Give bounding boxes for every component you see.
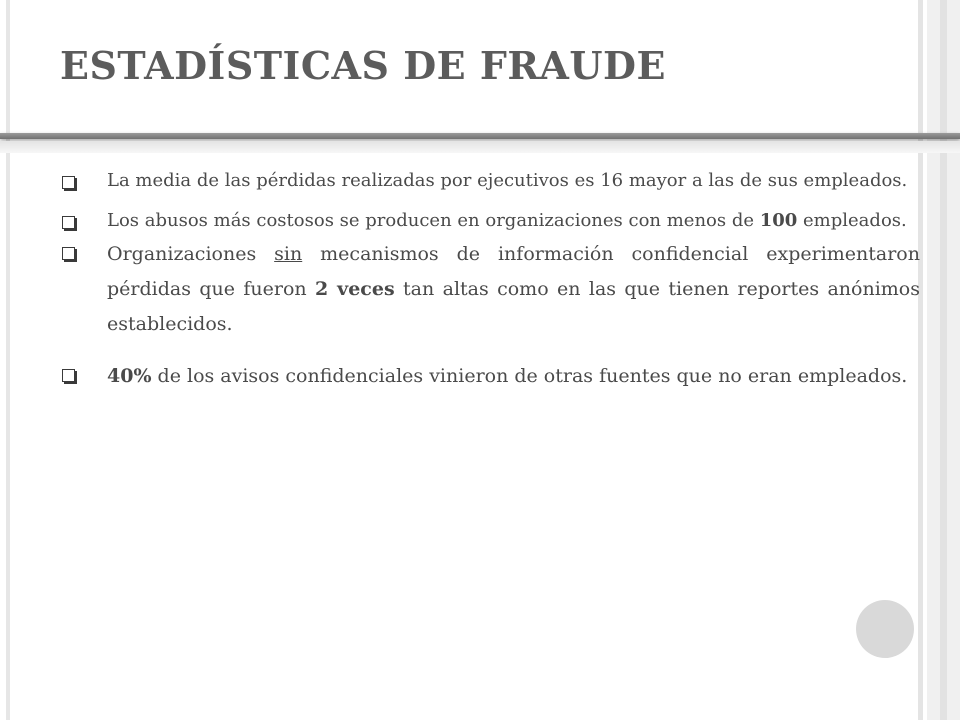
title-divider — [0, 133, 960, 139]
bullet-text: La media de las pérdidas realizadas por ejecutivos es 16 mayor a las de sus empleados. — [107, 170, 908, 191]
checkbox-bullet-icon — [62, 176, 75, 189]
checkbox-bullet-icon — [62, 369, 75, 382]
bullet-text: Los abusos más costosos se producen en organizaciones con menos de — [107, 210, 760, 231]
bullet-item — [60, 359, 920, 394]
slide-title: ESTADÍSTICAS DE FRAUDE — [60, 43, 666, 88]
bullet-bold-text: 40% — [107, 365, 152, 387]
bullet-text: tan altas como en las que tienen reportes anónimos establecidos. — [107, 278, 920, 335]
bullet-item — [60, 210, 920, 231]
slide-nav-circle[interactable] — [856, 600, 914, 658]
bullet-item — [60, 170, 920, 191]
bullet-text: empleados. — [797, 210, 907, 231]
bullet-text: de los avisos confidenciales vinieron de otras fuentes que no eran empleados. — [151, 365, 908, 387]
bullet-bold-text: 100 — [759, 210, 798, 231]
title-divider-shadow — [0, 141, 960, 153]
checkbox-bullet-icon — [62, 216, 75, 229]
bullet-text: mecanismos de información confidencial experimentaron pérdidas que fueron — [107, 243, 920, 300]
bullet-text: Organizaciones — [107, 243, 275, 265]
bullet-bold-text: 2 veces — [315, 278, 395, 300]
slide-right-stripe — [940, 0, 947, 720]
checkbox-bullet-icon — [62, 247, 75, 260]
slide-left-border — [6, 0, 10, 720]
bullet-list — [60, 170, 920, 394]
bullet-underlined-text: sin — [274, 243, 303, 265]
bullet-item — [60, 237, 920, 342]
